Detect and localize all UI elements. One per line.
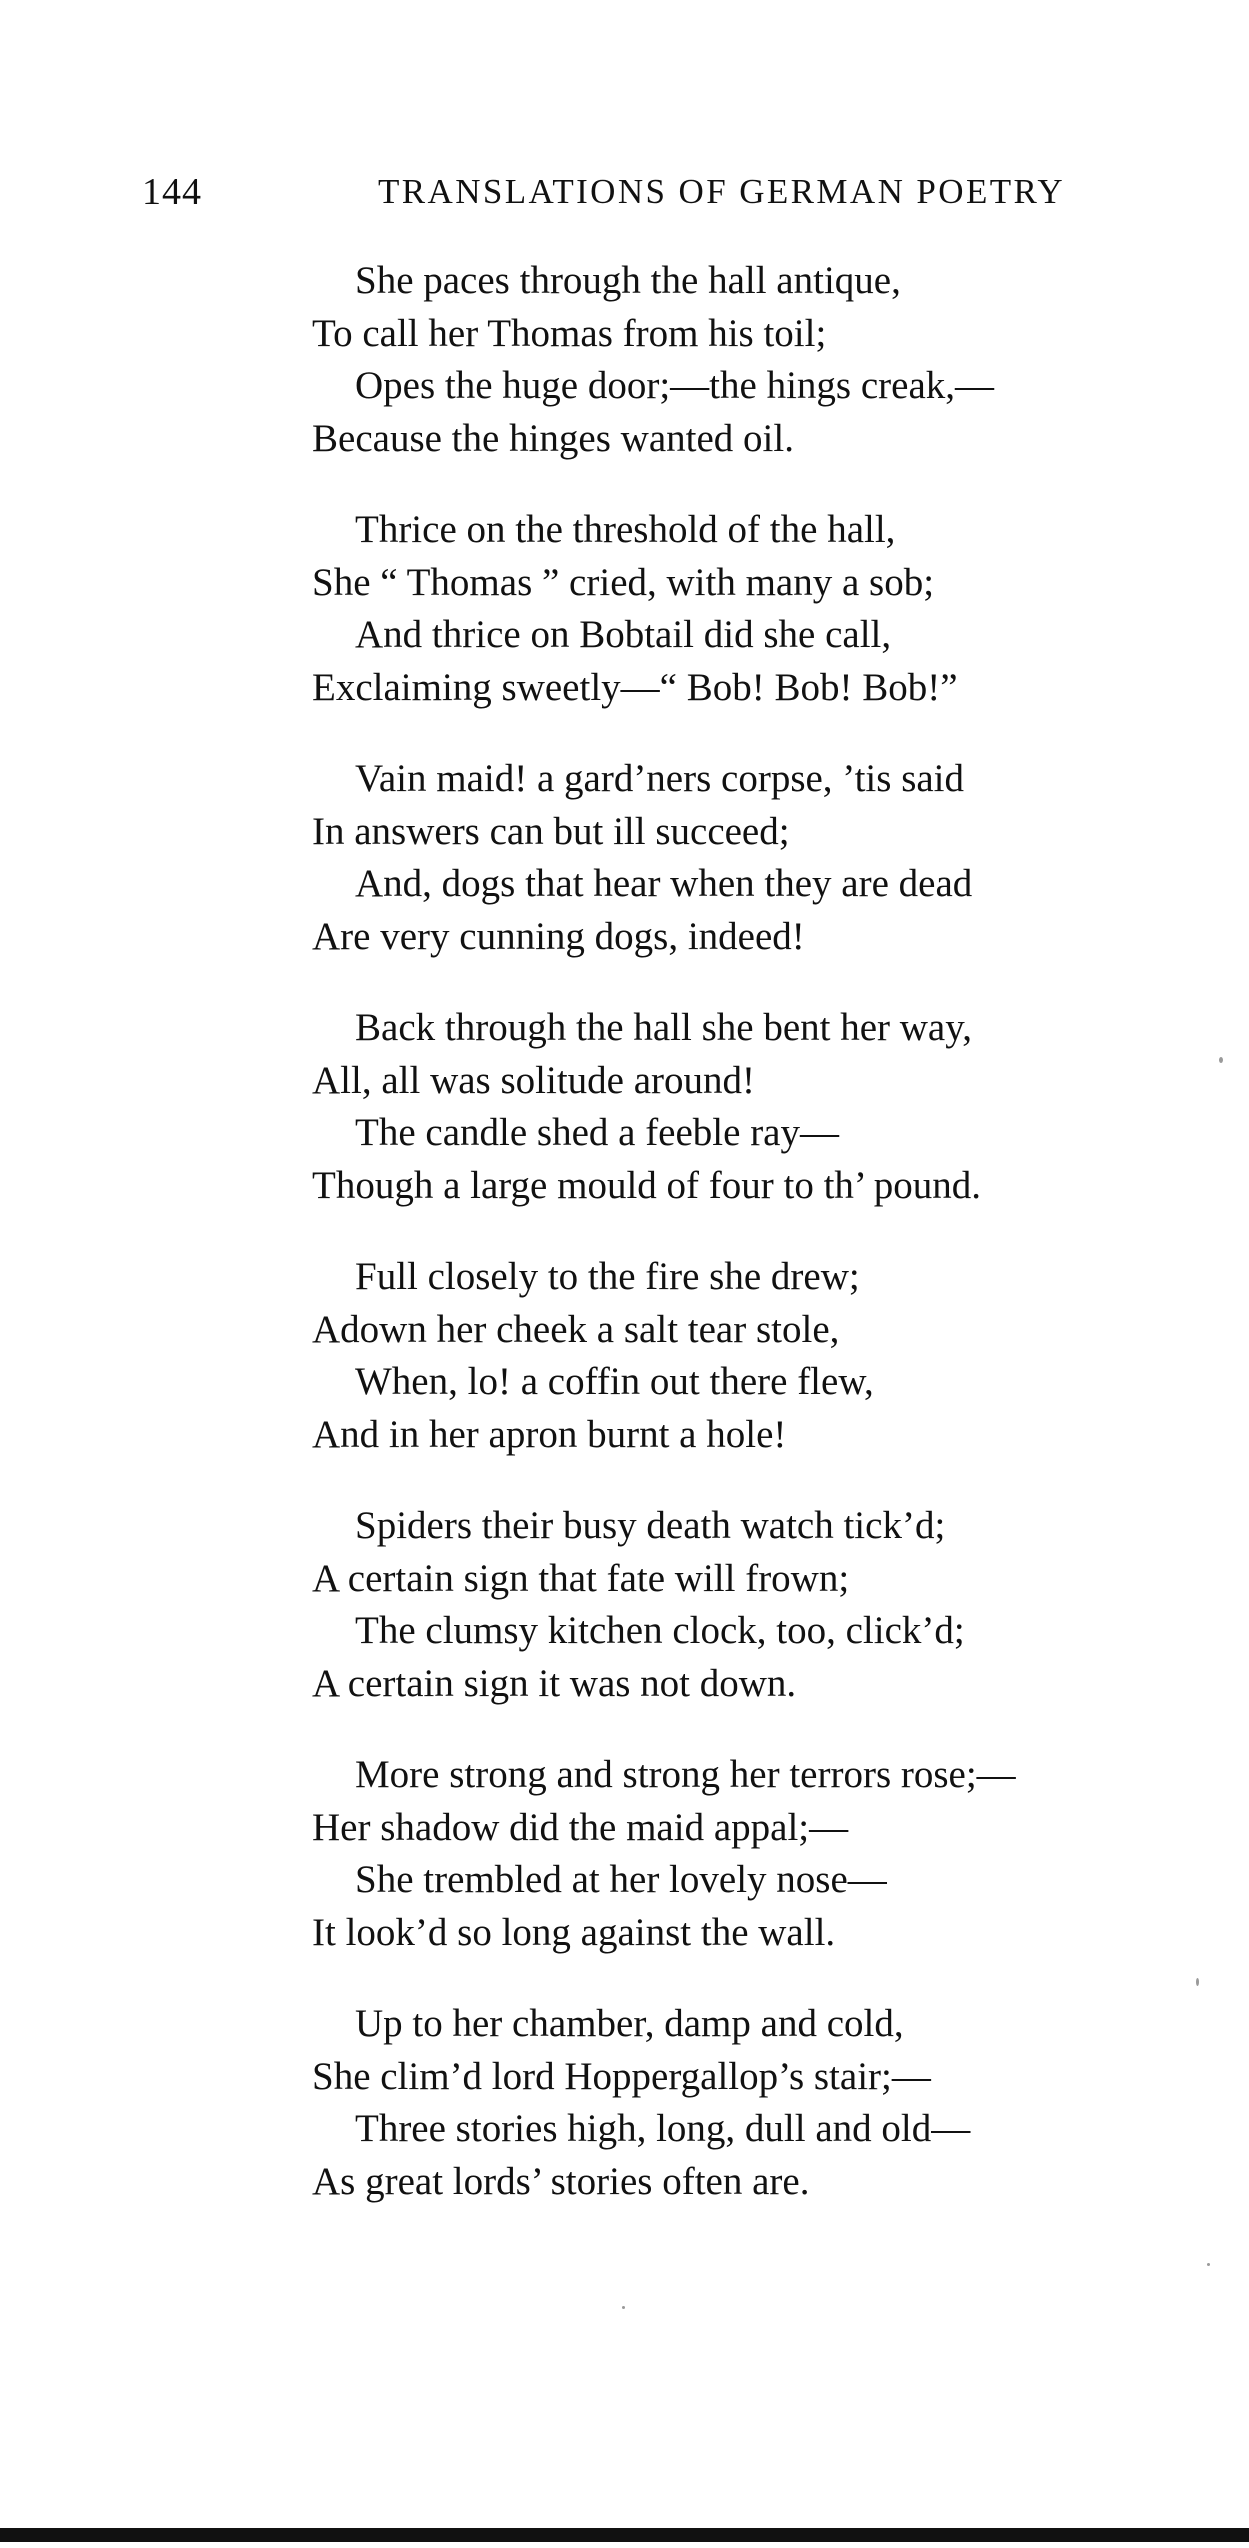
- poem-line: Vain maid! a gard’ners corpse, ’tis said: [355, 757, 965, 800]
- poem-line: It look’d so long against the wall.: [312, 1910, 836, 1954]
- poem-line: When, lo! a coffin out there flew,: [355, 1360, 874, 1403]
- poem-line: Though a large mould of four to th’ pound.: [312, 1163, 982, 1207]
- poem-line: And in her apron burnt a hole!: [312, 1412, 787, 1456]
- paper-speck: [1207, 2263, 1210, 2266]
- poem-line: The clumsy kitchen clock, too, click’d;: [355, 1609, 965, 1652]
- poem: [312, 255, 1192, 2247]
- poem-line: And thrice on Bobtail did she call,: [355, 613, 892, 656]
- poem-line: Are very cunning dogs, indeed!: [312, 914, 805, 958]
- stanza: [312, 1998, 1192, 2208]
- stanza: [312, 753, 1192, 963]
- stanza: [312, 504, 1192, 714]
- poem-line: She trembled at her lovely nose—: [355, 1858, 887, 1901]
- poem-line: The candle shed a feeble ray—: [355, 1111, 839, 1154]
- poem-line: She “ Thomas ” cried, with many a sob;: [312, 560, 935, 604]
- poem-line: More strong and strong her terrors rose;—: [355, 1753, 1016, 1796]
- paper-speck: [622, 2306, 625, 2309]
- poem-line: A certain sign it was not down.: [312, 1661, 797, 1705]
- paper-speck: [1219, 1057, 1223, 1063]
- poem-line: Three stories high, long, dull and old—: [355, 2107, 971, 2150]
- poem-line: Spiders their busy death watch tick’d;: [355, 1504, 946, 1547]
- poem-line: She clim’d lord Hoppergallop’s stair;—: [312, 2054, 931, 2098]
- poem-line: Thrice on the threshold of the hall,: [355, 508, 896, 551]
- poem-line: To call her Thomas from his toil;: [312, 311, 827, 355]
- paper-speck: [1196, 1978, 1199, 1986]
- bottom-scan-edge: [0, 2528, 1249, 2542]
- poem-line: Up to her chamber, damp and cold,: [355, 2002, 904, 2045]
- running-title: TRANSLATIONS OF GERMAN POETRY: [378, 172, 1066, 211]
- stanza: [312, 1002, 1192, 1212]
- poem-line: A certain sign that fate will frown;: [312, 1556, 850, 1600]
- stanza: [312, 255, 1192, 465]
- poem-line: All, all was solitude around!: [312, 1058, 755, 1102]
- poem-line: As great lords’ stories often are.: [312, 2159, 810, 2203]
- poem-line: Opes the huge door;—the hings creak,—: [355, 364, 995, 407]
- poem-line: And, dogs that hear when they are dead: [355, 862, 973, 905]
- poem-line: In answers can but ill succeed;: [312, 809, 790, 853]
- poem-line: Back through the hall she bent her way,: [355, 1006, 972, 1049]
- poem-line: Adown her cheek a salt tear stole,: [312, 1307, 840, 1351]
- page-number: 144: [142, 171, 202, 213]
- stanza: [312, 1500, 1192, 1710]
- stanza: [312, 1251, 1192, 1461]
- poem-line: Exclaiming sweetly—“ Bob! Bob! Bob!”: [312, 665, 958, 709]
- poem-line: She paces through the hall antique,: [355, 259, 901, 302]
- page-header: [140, 170, 1160, 230]
- poem-line: Because the hinges wanted oil.: [312, 416, 794, 460]
- poem-line: Her shadow did the maid appal;—: [312, 1805, 849, 1849]
- poem-line: Full closely to the fire she drew;: [355, 1255, 860, 1298]
- stanza: [312, 1749, 1192, 1959]
